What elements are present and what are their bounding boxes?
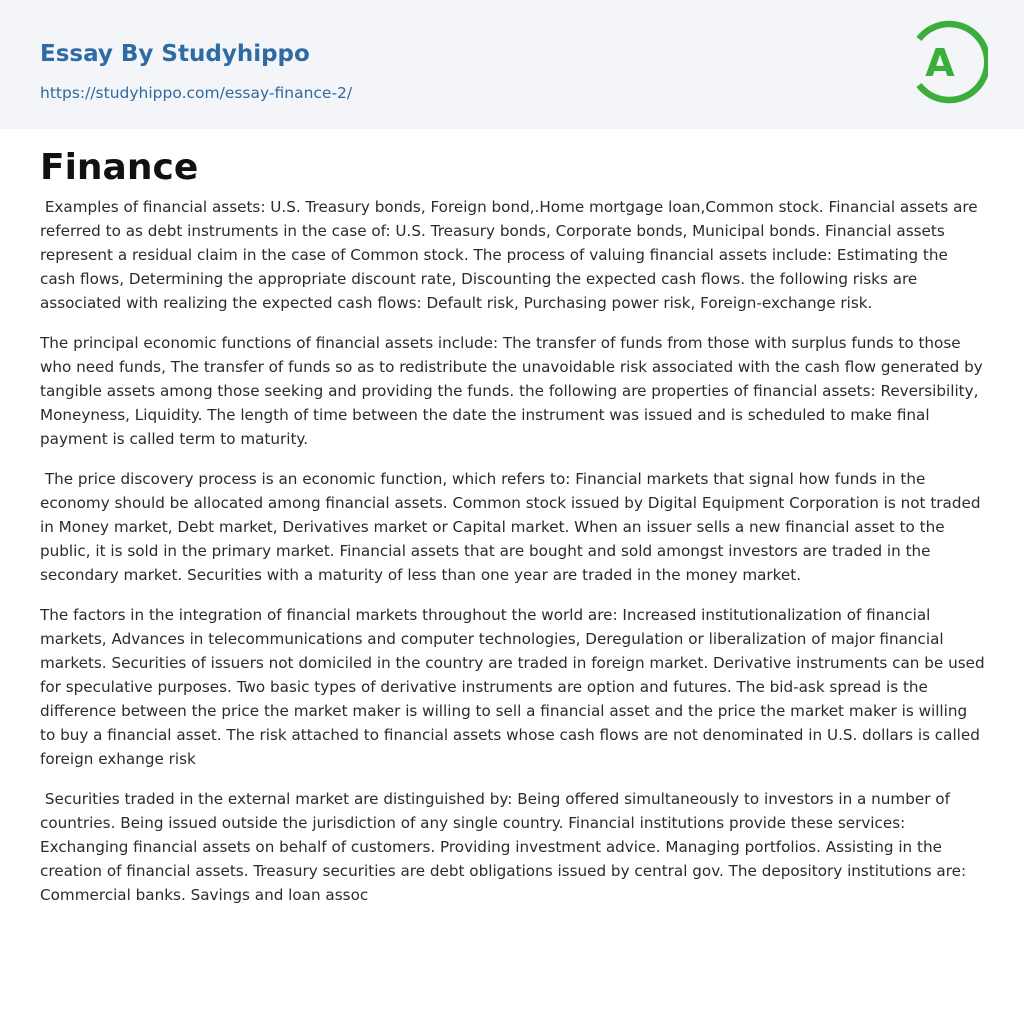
paragraph: The principal economic functions of financial assets include: The transfer of funds from those with surplus funds to those who need funds, The transfer of funds so as to redistribute the unavoidable risk associated with the cash flow generated by tangible assets among those seeking and providing the funds. the following are properties of financial assets: Reversibility, Moneyness, Liquidity. The length of time between the date the instrument was issued and is scheduled to make final payment is called term to maturity. <box>40 334 988 448</box>
paragraph: Securities traded in the external market are distinguished by: Being offered simultaneously to investors in a number of countries. Being issued outside the jurisdiction of any single country. Financial institutions provide these services: Exchanging financial assets on behalf of customers. Providing investment advice. Managing portfolios. Assisting in the creation of financial assets. Treasury securities are debt obligations issued by central gov. The depository institutions are: Commercial banks. Savings and loan assoc <box>40 790 971 904</box>
paragraph: The price discovery process is an economic function, which refers to: Financial markets that signal how funds in the economy should be allocated among financial assets. Common stock issued by Digital Equipment Corporation is not traded in Money market, Debt market, Derivatives market or Capital market. When an issuer sells a new financial asset to the public, it is sold in the primary market. Financial assets that are bought and sold amongst investors are traded in the secondary market. Securities with a maturity of less than one year are traded in the money market. <box>40 470 986 584</box>
paragraph: Examples of financial assets: U.S. Treasury bonds, Foreign bond,.Home mortgage loan,Common stock. Financial assets are referred to as debt instruments in the case of: U.S. Treasury bonds, Corporate bonds, Municipal bonds. Financial assets represent a residual claim in the case of Common stock. The process of valuing financial assets include: Estimating the cash flows, Determining the appropriate discount rate, Discounting the expected cash flows. the following risks are associated with realizing the expected cash flows: Default risk, Purchasing power risk, Foreign-exchange risk. <box>40 198 983 312</box>
logo-letter: A <box>925 41 955 85</box>
studyhippo-logo-icon[interactable] <box>910 18 988 106</box>
site-header <box>0 0 1024 129</box>
page-title: Finance <box>40 147 199 188</box>
site-brand-title: Essay By Studyhippo <box>40 41 310 67</box>
essay-url-link[interactable]: https://studyhippo.com/essay-finance-2/ <box>40 84 353 102</box>
paragraph: The factors in the integration of financial markets throughout the world are: Increased institutionalization of financial markets, Advances in telecommunications and computer technologies, Deregulation or liberalization of major financial markets. Securities of issuers not domiciled in the country are traded in foreign market. Derivative instruments can be used for speculative purposes. Two basic types of derivative instruments are option and futures. The bid-ask spread is the difference between the price the market maker is willing to sell a financial asset and the price the market maker is willing to buy a financial asset. The risk attached to financial assets whose cash flows are not denominated in U.S. dollars is called foreign exhange risk <box>40 606 990 768</box>
article-body <box>40 146 990 923</box>
